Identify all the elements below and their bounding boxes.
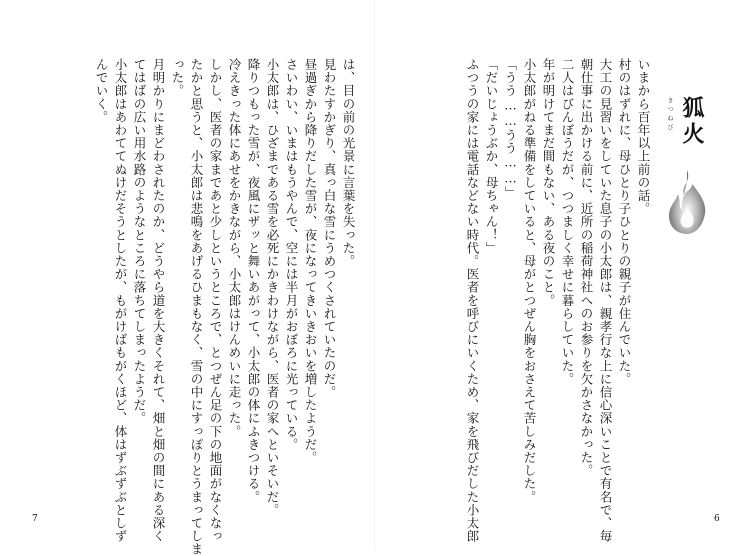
right-line-10: ふつうの家には電話などない時代。医者を呼びにいくため、家を飛びだした小太郎 <box>465 58 480 543</box>
right-line-7: 小太郎がねる準備をしていると、母がとつぜん胸をおさえて苦しみだした。 <box>522 58 537 504</box>
right-page-number: 6 <box>714 514 720 524</box>
left-line-10: った。 <box>170 58 185 98</box>
right-line-5: 二人はびんぼうだが、つつましく幸せに暮らしていた。 <box>560 58 575 386</box>
left-line-5: 小太郎は、ひざまである雪を必死にかきわけながら、医者の家へといそいだ。 <box>265 58 280 517</box>
fox-fire-flame-icon <box>662 168 712 236</box>
left-line-13: 小太郎はあわててぬけだそうとしたが、もがけばもがくほど、体はずぶずぶとしず <box>113 58 128 543</box>
right-line-8: 「うう……うう……」 <box>503 58 518 199</box>
left-line-7: 冷えきった体にあせをかきながら、小太郎はけんめいに走った。 <box>227 58 242 438</box>
title-ruby: きつねび <box>666 97 673 133</box>
right-line-4: 朝仕事に出かける前に、近所の稲荷神社へのお参りを欠かさなかった。 <box>579 58 594 478</box>
left-line-2: 見わたすかぎり、真っ白な雪にうめつくされていたのだ。 <box>322 58 337 399</box>
page-gutter <box>374 0 375 551</box>
left-line-1: は、目の前の光景に言葉を失った。 <box>341 58 356 268</box>
left-line-3: 昼過ぎから降りだした雪が、夜になってきいきおいを増したようだ。 <box>303 58 318 465</box>
right-line-9: 「だいじょうぶか、母ちゃん！」 <box>484 58 499 255</box>
left-line-6: 降りつもった雪が、夜風にザッと舞いあがって、小太郎の体にふきつける。 <box>246 58 261 504</box>
left-line-8: しかし、医者の家まであと少しというところで、とつぜん足の下の地面がなくなっ <box>208 58 223 543</box>
left-line-9: たかと思うと、小太郎は悲鳴をあげるひまもなく、雪の中にすっぽりとうまってしま <box>189 58 204 556</box>
left-line-4: さいわい、いまはもうやんで、空には半月がおぼろに光っている。 <box>284 58 299 451</box>
left-line-14: んでいく。 <box>94 58 109 124</box>
right-line-2: 村のはずれに、母ひとり子ひとりの親子が住んでいた。 <box>617 58 632 386</box>
left-line-12: てはばの広い用水路のようなところに落ちてしまったようだ。 <box>132 58 147 425</box>
left-page-number: 7 <box>32 514 38 524</box>
left-line-11: 月明かりにまどわされたのか、どうやら道を大きくそれて、畑と畑の間にある深く <box>151 58 166 543</box>
right-line-3: 大工の見習いをしていた息子の小太郎は、親孝行な上に信心深いことで有名で、毎 <box>598 58 613 543</box>
right-line-6: 年が明けてまだ間もない、ある夜のこと。 <box>541 58 556 307</box>
chapter-title: 狐火 <box>679 96 704 148</box>
right-line-1: いまから百年以上前の話。 <box>636 58 651 216</box>
